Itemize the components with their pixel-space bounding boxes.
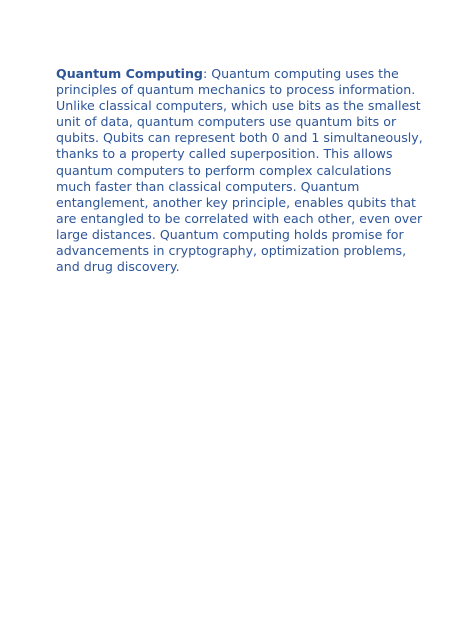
definition-text: : Quantum computing uses the principles of quantum mechanics to process information. Unlike classical computers, which use bits as the smallest unit of data, quantum computers use quantum bits or qubits. Qubits can represent both 0 and 1 simultaneously, thanks to a property called superposition. This allows quantum computers to perform complex calculations much faster than classical computers. Quantum entanglement, another key principle, enables qubits that are entangled to be correlated with each other, even over large distances. Quantum computing holds promise for advancements in cryptography, optimization problems, and drug discovery. bbox=[56, 66, 423, 275]
term-heading: Quantum Computing bbox=[56, 66, 203, 81]
definition-paragraph bbox=[56, 66, 424, 275]
